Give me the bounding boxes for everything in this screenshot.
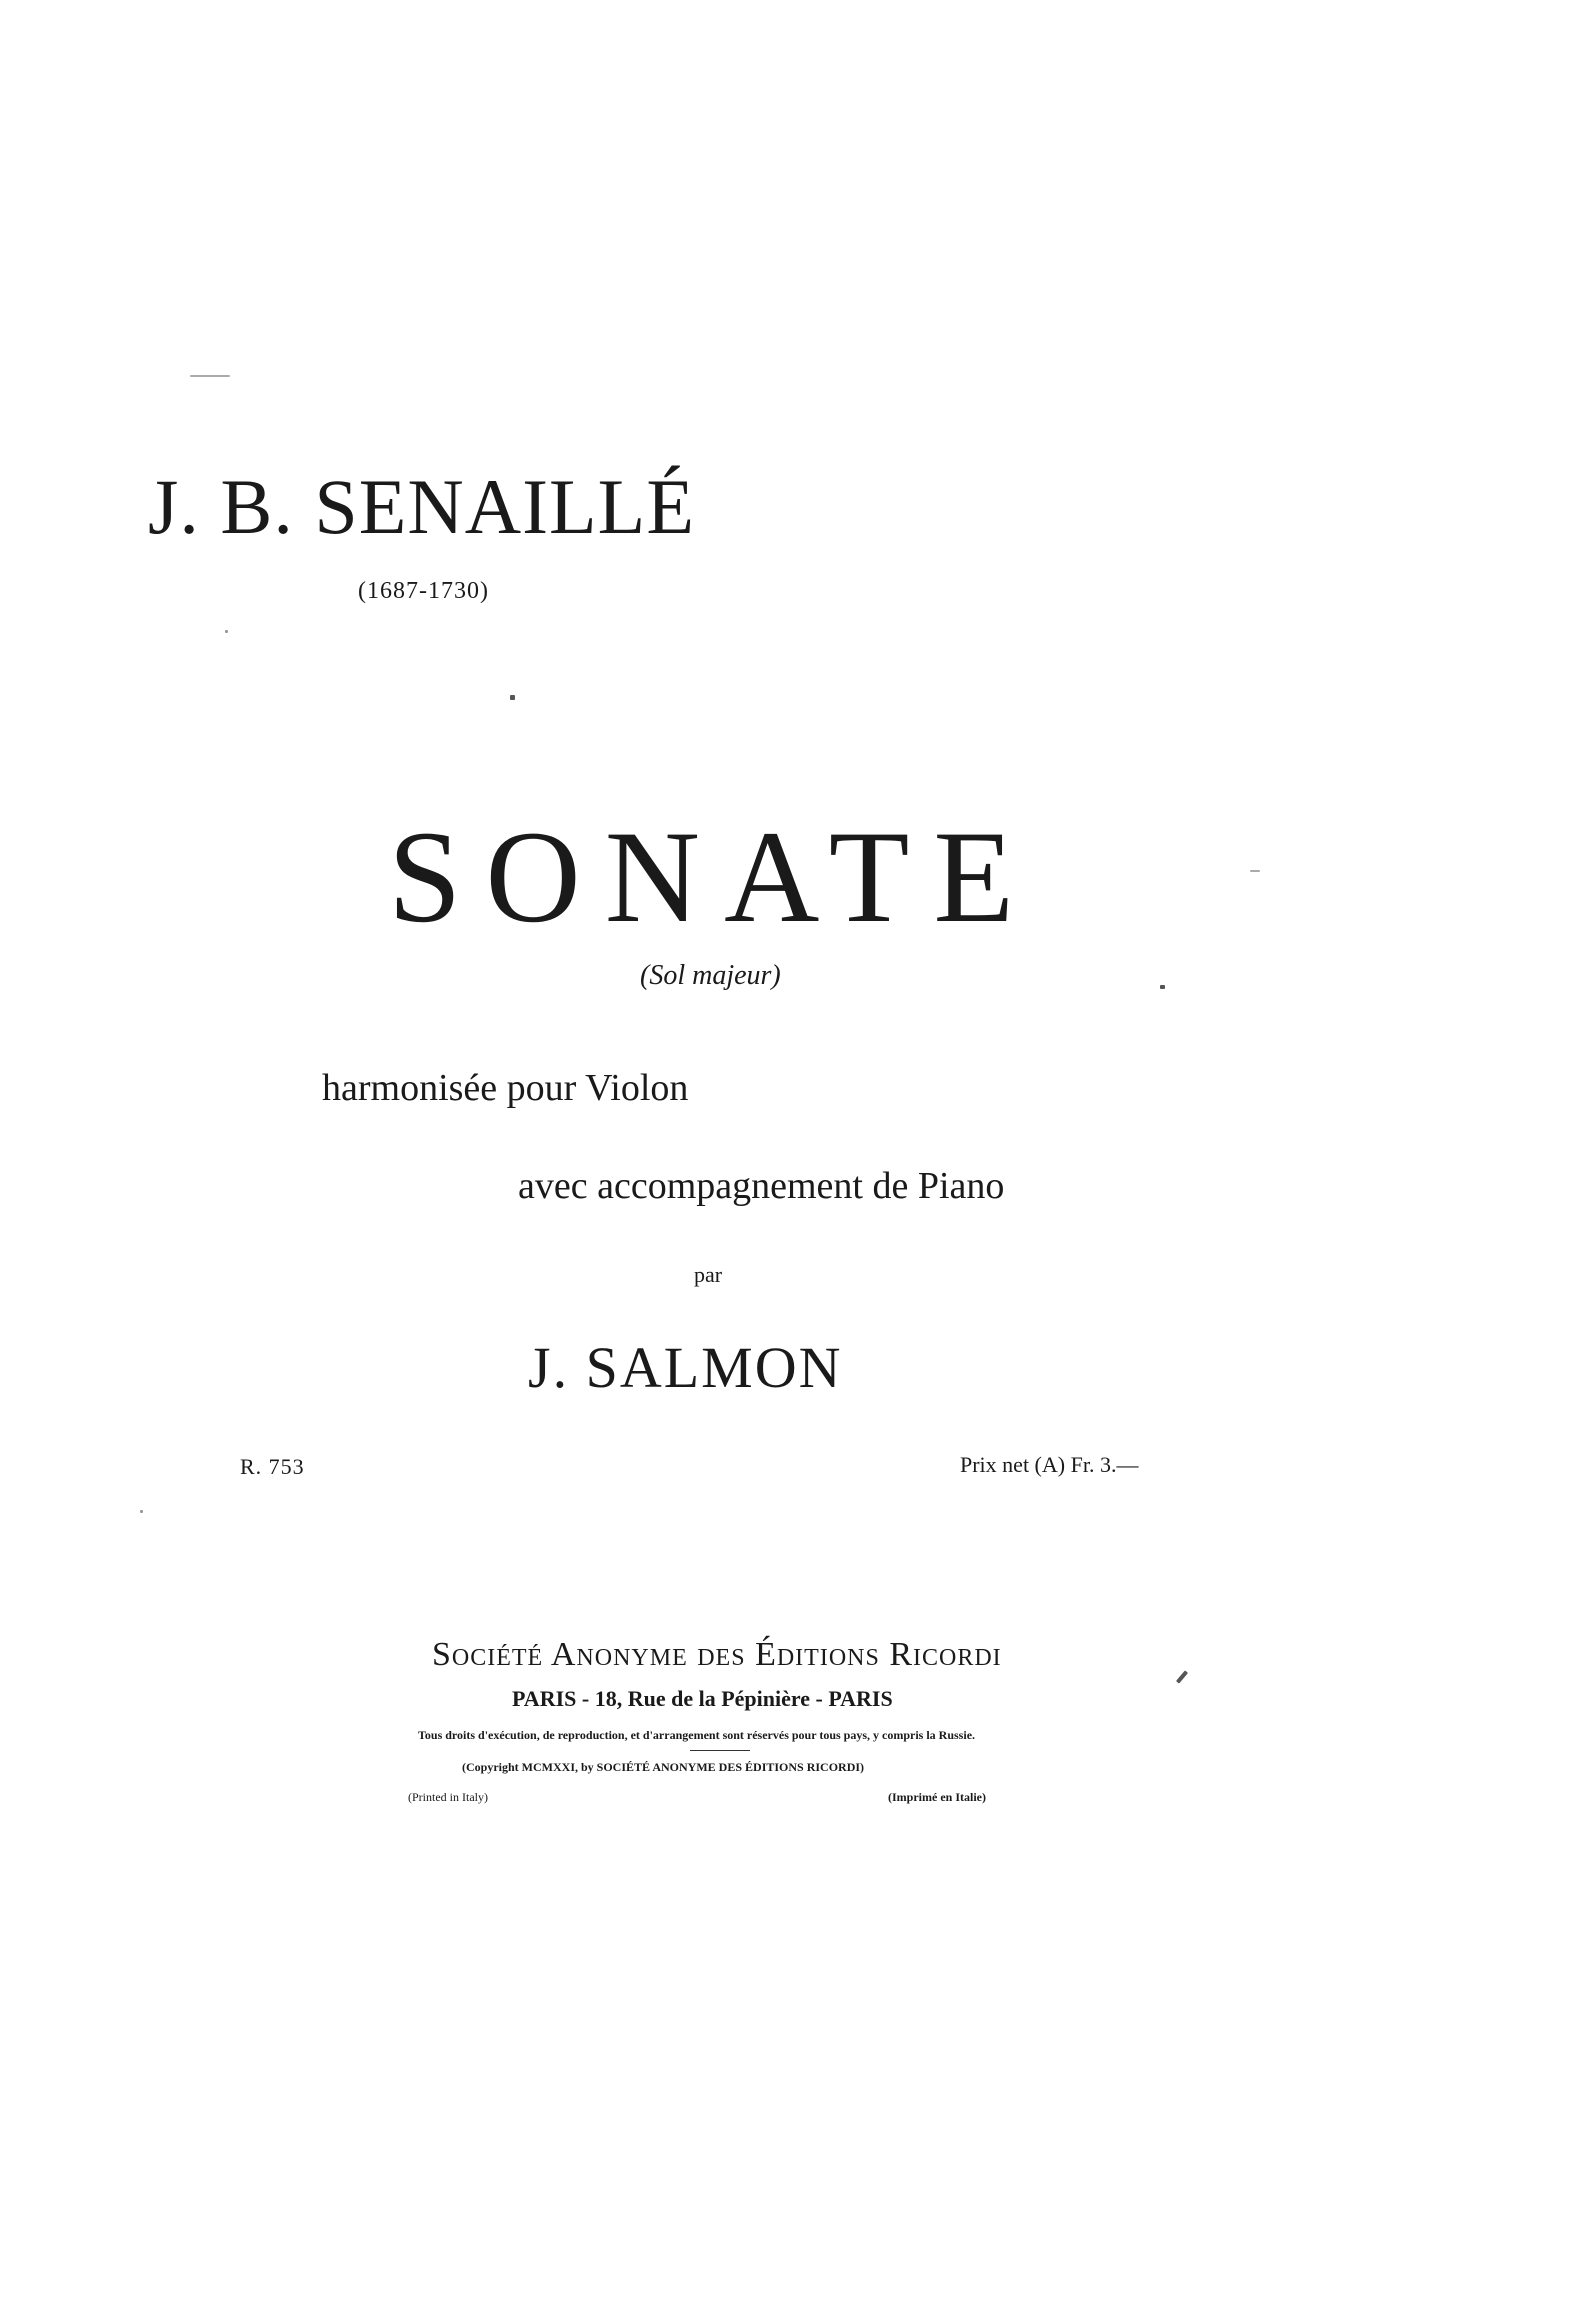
printed-in-french: (Imprimé en Italie) — [888, 1790, 986, 1804]
scan-speck — [510, 695, 515, 700]
scan-speck — [140, 1510, 143, 1513]
scan-speck — [1176, 1670, 1188, 1683]
scan-speck — [190, 375, 230, 377]
arranger-name: J. SALMON — [528, 1335, 843, 1400]
scan-speck — [225, 630, 228, 633]
divider — [690, 1750, 750, 1751]
rights-notice: Tous droits d'exécution, de reproduction, et d'arrangement sont réservés pour tous pays, y compris la Russie. — [418, 1728, 976, 1742]
publisher-name: Société Anonyme des Éditions Ricordi — [432, 1636, 1002, 1673]
copyright-notice: (Copyright MCMXXI, by SOCIÉTÉ ANONYME DES ÉDITIONS RICORDI) — [462, 1760, 865, 1774]
subtitle-accompaniment: avec accompagnement de Piano — [518, 1165, 1005, 1207]
publisher-address: PARIS - 18, Rue de la Pépinière - PARIS — [512, 1686, 893, 1711]
composer-dates: (1687-1730) — [358, 578, 489, 604]
subtitle-instrument: harmonisée pour Violon — [322, 1067, 689, 1109]
key-signature: (Sol majeur) — [640, 960, 781, 991]
printed-in-english: (Printed in Italy) — [408, 1790, 488, 1804]
scan-speck — [1160, 985, 1165, 989]
by-label: par — [694, 1262, 723, 1287]
price-label: Prix net (A) Fr. 3.— — [960, 1452, 1139, 1477]
composer-name: J. B. SENAILLÉ — [148, 463, 695, 550]
page-title: SONATE — [388, 803, 1039, 950]
scan-speck — [1250, 870, 1260, 872]
catalog-number: R. 753 — [240, 1454, 305, 1479]
